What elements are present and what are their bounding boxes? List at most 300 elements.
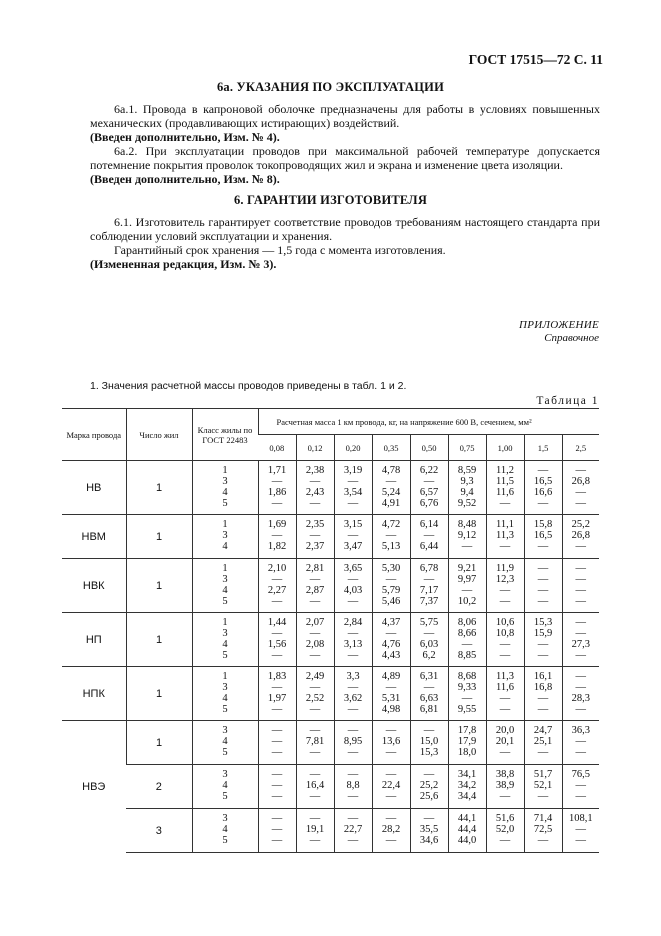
mass-cell xyxy=(562,721,599,765)
mass-value: 3,15 xyxy=(343,519,363,530)
mass-value: — xyxy=(537,498,549,509)
section-warranty-body xyxy=(90,215,600,271)
mass-value: 2,35 xyxy=(305,519,325,530)
mass-cell xyxy=(486,667,524,721)
wire-mark: НВМ xyxy=(62,515,126,559)
conductor-classes xyxy=(192,667,258,721)
mass-value: — xyxy=(537,650,549,661)
header-section-6: 1,00 xyxy=(486,435,524,461)
mass-cell xyxy=(410,461,448,515)
mass-value: — xyxy=(271,530,283,541)
clause-6-1-note: (Измененная редакция, Изм. № 3). xyxy=(90,257,277,271)
mass-value: 11,3 xyxy=(496,671,514,682)
mass-cell xyxy=(372,515,410,559)
mass-value: — xyxy=(347,574,359,585)
mass-value: 44,4 xyxy=(457,824,477,835)
mass-value: 11,6 xyxy=(496,487,514,498)
mass-value: 38,8 xyxy=(495,769,515,780)
mass-value: — xyxy=(499,693,511,704)
mass-value: 1,86 xyxy=(267,487,287,498)
mass-cell xyxy=(334,765,372,809)
mass-value: — xyxy=(499,498,511,509)
mass-value: 8,85 xyxy=(457,650,477,661)
mass-value: 2,37 xyxy=(305,541,325,552)
mass-value: 22,7 xyxy=(343,824,363,835)
section-title-warranty: 6. ГАРАНТИИ ИЗГОТОВИТЕЛЯ xyxy=(233,193,428,207)
class-value: 5 xyxy=(222,835,228,846)
mass-value: 2,38 xyxy=(305,465,325,476)
header-section-3: 0,35 xyxy=(372,435,410,461)
mass-value: 18,0 xyxy=(457,747,477,758)
mass-value: — xyxy=(575,574,587,585)
mass-value: — xyxy=(347,498,359,509)
mass-value: — xyxy=(423,725,435,736)
mass-value: 2,07 xyxy=(305,617,325,628)
mass-value: 3,62 xyxy=(343,693,363,704)
mass-value: 8,66 xyxy=(457,628,477,639)
table-intro: 1. Значения расчетной массы проводов приведены в табл. 1 и 2. xyxy=(90,380,407,392)
mass-value: — xyxy=(271,498,283,509)
mass-value: 6,78 xyxy=(419,563,439,574)
class-value: 3 xyxy=(222,725,228,736)
mass-value: — xyxy=(537,563,549,574)
mass-cell xyxy=(296,559,334,613)
mass-cell xyxy=(448,515,486,559)
class-value: 5 xyxy=(222,747,228,758)
class-value: 3 xyxy=(222,574,228,585)
mass-value: 15,9 xyxy=(533,628,553,639)
mass-value: — xyxy=(537,541,549,552)
mass-value: 10,2 xyxy=(457,596,477,607)
mass-value: — xyxy=(309,574,321,585)
clause-6-1-storage: Гарантийный срок хранения — 1,5 года с момента изготовления. xyxy=(114,243,446,257)
mass-value: — xyxy=(271,824,283,835)
mass-value: — xyxy=(309,835,321,846)
header-cores: Число жил xyxy=(126,409,192,461)
mass-value: 9,12 xyxy=(457,530,477,541)
mass-value: — xyxy=(499,541,511,552)
mass-cell xyxy=(524,559,562,613)
mass-cell xyxy=(296,809,334,853)
mass-value: — xyxy=(537,465,549,476)
mass-value: 4,03 xyxy=(343,585,363,596)
mass-cell xyxy=(258,765,296,809)
mass-value: 6,57 xyxy=(419,487,439,498)
appendix-heading xyxy=(519,319,599,345)
mass-value: 2,10 xyxy=(267,563,287,574)
core-count: 2 xyxy=(126,765,192,809)
mass-value: — xyxy=(347,628,359,639)
mass-value: — xyxy=(499,585,511,596)
mass-value: 4,78 xyxy=(381,465,401,476)
core-count: 1 xyxy=(126,667,192,721)
mass-value: — xyxy=(575,617,587,628)
mass-value: — xyxy=(347,747,359,758)
mass-value: 5,75 xyxy=(419,617,439,628)
class-value: 1 xyxy=(222,617,228,628)
mass-value: — xyxy=(499,639,511,650)
mass-cell xyxy=(334,559,372,613)
mass-value: 6,2 xyxy=(422,650,436,661)
mass-value: 2,87 xyxy=(305,585,325,596)
mass-cell xyxy=(410,613,448,667)
mass-value: 7,37 xyxy=(419,596,439,607)
class-value: 1 xyxy=(222,465,228,476)
mass-value: 8,59 xyxy=(457,465,477,476)
mass-value: — xyxy=(575,487,587,498)
mass-value: 1,56 xyxy=(267,639,287,650)
mass-value: — xyxy=(461,541,473,552)
class-value: 4 xyxy=(222,639,228,650)
mass-value: 9,3 xyxy=(460,476,474,487)
mass-value: — xyxy=(423,813,435,824)
mass-value: 3,3 xyxy=(346,671,360,682)
mass-cell xyxy=(296,765,334,809)
mass-value: 11,5 xyxy=(496,476,514,487)
mass-value: 3,65 xyxy=(343,563,363,574)
mass-cell xyxy=(296,721,334,765)
mass-cell xyxy=(486,721,524,765)
mass-value: — xyxy=(309,476,321,487)
mass-value: — xyxy=(347,813,359,824)
mass-cell xyxy=(372,613,410,667)
mass-value: — xyxy=(385,813,397,824)
mass-value: 9,52 xyxy=(457,498,477,509)
mass-cell xyxy=(372,559,410,613)
mass-value: 9,21 xyxy=(457,563,477,574)
mass-value: 28,2 xyxy=(381,824,401,835)
table-row xyxy=(62,461,599,515)
mass-value: — xyxy=(271,813,283,824)
mass-value: 5,24 xyxy=(381,487,401,498)
mass-value: 7,17 xyxy=(419,585,439,596)
mass-value: 44,0 xyxy=(457,835,477,846)
core-count: 1 xyxy=(126,613,192,667)
mass-value: 5,13 xyxy=(381,541,401,552)
mass-value: — xyxy=(537,835,549,846)
mass-value: — xyxy=(423,769,435,780)
mass-value: 36,3 xyxy=(571,725,590,736)
class-value: 1 xyxy=(222,671,228,682)
mass-value: 20,0 xyxy=(495,725,515,736)
mass-value: 34,4 xyxy=(457,791,477,802)
mass-value: 15,3 xyxy=(419,747,439,758)
mass-value: — xyxy=(575,541,587,552)
mass-value: 28,3 xyxy=(571,693,590,704)
mass-value: 6,63 xyxy=(419,693,439,704)
mass-value: — xyxy=(499,791,511,802)
mass-cell xyxy=(486,613,524,667)
mass-value: — xyxy=(271,769,283,780)
section-title-operation: 6а. УКАЗАНИЯ ПО ЭКСПЛУАТАЦИИ xyxy=(216,80,445,94)
mass-table xyxy=(62,408,599,853)
class-value: 5 xyxy=(222,704,228,715)
appendix-subtitle: Справочное xyxy=(544,332,599,344)
mass-value: 10,6 xyxy=(495,617,515,628)
mass-value: 34,1 xyxy=(457,769,477,780)
mass-value: — xyxy=(347,682,359,693)
mass-value: — xyxy=(423,682,435,693)
mass-value: — xyxy=(575,835,587,846)
mass-value: 24,7 xyxy=(533,725,553,736)
mass-value: 19,1 xyxy=(305,824,325,835)
mass-value: 11,9 xyxy=(496,563,514,574)
mass-value: — xyxy=(347,725,359,736)
mass-value: — xyxy=(537,693,549,704)
mass-value: 51,7 xyxy=(533,769,553,780)
mass-value: 16,5 xyxy=(533,530,553,541)
mass-value: — xyxy=(271,650,283,661)
mass-value: — xyxy=(309,769,321,780)
mass-value: 2,08 xyxy=(305,639,325,650)
mass-value: — xyxy=(309,596,321,607)
mass-value: — xyxy=(575,824,587,835)
conductor-classes xyxy=(192,559,258,613)
mass-value: 52,1 xyxy=(533,780,553,791)
mass-value: — xyxy=(309,682,321,693)
mass-cell xyxy=(486,809,524,853)
mass-cell xyxy=(410,721,448,765)
mass-cell xyxy=(562,765,599,809)
mass-value: 76,5 xyxy=(571,769,590,780)
mass-value: — xyxy=(347,530,359,541)
mass-value: — xyxy=(309,725,321,736)
mass-value: 6,44 xyxy=(419,541,439,552)
header-section-7: 1,5 xyxy=(524,435,562,461)
mass-cell xyxy=(258,559,296,613)
mass-cell xyxy=(524,667,562,721)
class-value: 5 xyxy=(222,791,228,802)
mass-cell xyxy=(524,515,562,559)
mass-value: 11,6 xyxy=(496,682,514,693)
mass-value: — xyxy=(499,704,511,715)
mass-cell xyxy=(334,809,372,853)
header-mass: Расчетная масса 1 км провода, кг, на напряжение 600 В, сечением, мм² xyxy=(258,409,599,435)
mass-value: — xyxy=(575,780,587,791)
header-section-2: 0,20 xyxy=(334,435,372,461)
table-row xyxy=(62,809,599,853)
mass-cell xyxy=(258,613,296,667)
header-section-5: 0,75 xyxy=(448,435,486,461)
mass-value: — xyxy=(309,530,321,541)
mass-value: 34,2 xyxy=(457,780,477,791)
conductor-classes xyxy=(192,515,258,559)
mass-cell xyxy=(372,809,410,853)
mass-value: 4,37 xyxy=(381,617,401,628)
mass-value: — xyxy=(423,476,435,487)
mass-cell xyxy=(562,613,599,667)
mass-value: 11,1 xyxy=(496,519,514,530)
class-value: 5 xyxy=(222,596,228,607)
mass-cell xyxy=(296,515,334,559)
mass-cell xyxy=(410,667,448,721)
mass-value: 3,13 xyxy=(343,639,363,650)
mass-value: — xyxy=(347,791,359,802)
header-mark: Марка провода xyxy=(62,409,126,461)
mass-value: 17,8 xyxy=(457,725,477,736)
conductor-classes xyxy=(192,461,258,515)
table-row xyxy=(62,613,599,667)
class-value: 1 xyxy=(222,519,228,530)
mass-value: — xyxy=(271,791,283,802)
mass-value: — xyxy=(423,530,435,541)
mass-value: — xyxy=(347,704,359,715)
mass-value: — xyxy=(575,585,587,596)
mass-value: — xyxy=(537,747,549,758)
mass-value: 4,98 xyxy=(381,704,401,715)
mass-value: — xyxy=(309,650,321,661)
mass-value: — xyxy=(575,650,587,661)
mass-value: 2,52 xyxy=(305,693,325,704)
mass-cell xyxy=(524,765,562,809)
class-value: 3 xyxy=(222,769,228,780)
mass-value: 25,1 xyxy=(533,736,553,747)
clause-6a2-note: (Введен дополнительно, Изм. № 8). xyxy=(90,172,280,186)
mass-value: — xyxy=(271,628,283,639)
mass-cell xyxy=(448,461,486,515)
mass-cell xyxy=(448,809,486,853)
mass-value: 6,03 xyxy=(419,639,439,650)
mass-value: — xyxy=(537,791,549,802)
mass-value: 4,76 xyxy=(381,639,401,650)
mass-value: 1,83 xyxy=(267,671,287,682)
core-count: 1 xyxy=(126,515,192,559)
mass-value: — xyxy=(575,498,587,509)
mass-value: — xyxy=(347,835,359,846)
class-value: 3 xyxy=(222,813,228,824)
mass-value: — xyxy=(575,791,587,802)
mass-value: 3,54 xyxy=(343,487,363,498)
mass-value: 9,55 xyxy=(457,704,477,715)
mass-value: — xyxy=(461,585,473,596)
mass-value: 25,2 xyxy=(571,519,590,530)
table-row xyxy=(62,667,599,721)
mass-value: — xyxy=(271,596,283,607)
mass-cell xyxy=(334,613,372,667)
mass-value: — xyxy=(385,791,397,802)
wire-mark: НП xyxy=(62,613,126,667)
mass-value: 6,76 xyxy=(419,498,439,509)
mass-value: 6,31 xyxy=(419,671,439,682)
mass-value: 2,49 xyxy=(305,671,325,682)
mass-value: 15,3 xyxy=(533,617,553,628)
mass-value: 10,8 xyxy=(495,628,515,639)
mass-value: — xyxy=(347,650,359,661)
mass-value: — xyxy=(461,693,473,704)
mass-cell xyxy=(448,765,486,809)
mass-value: — xyxy=(575,563,587,574)
class-value: 4 xyxy=(222,693,228,704)
mass-cell xyxy=(334,667,372,721)
mass-cell xyxy=(524,613,562,667)
mass-value: 6,22 xyxy=(419,465,439,476)
table-row xyxy=(62,515,599,559)
mass-value: — xyxy=(385,835,397,846)
class-value: 5 xyxy=(222,650,228,661)
mass-cell xyxy=(562,667,599,721)
mass-value: 1,44 xyxy=(267,617,287,628)
page-header: ГОСТ 17515—72 С. 11 xyxy=(468,52,603,67)
mass-value: 35,5 xyxy=(419,824,439,835)
conductor-classes xyxy=(192,809,258,853)
mass-value: 26,8 xyxy=(571,530,590,541)
mass-value: 13,6 xyxy=(381,736,401,747)
mass-cell xyxy=(486,765,524,809)
mass-value: — xyxy=(385,682,397,693)
mass-value: 11,2 xyxy=(496,465,514,476)
core-count: 1 xyxy=(126,721,192,765)
mass-value: 15,8 xyxy=(533,519,553,530)
class-value: 4 xyxy=(222,585,228,596)
mass-value: — xyxy=(461,639,473,650)
mass-value: — xyxy=(271,682,283,693)
mass-value: 9,97 xyxy=(457,574,477,585)
mass-value: — xyxy=(309,791,321,802)
mass-value: — xyxy=(537,585,549,596)
mass-value: 8,48 xyxy=(457,519,477,530)
mass-cell xyxy=(258,809,296,853)
mass-value: 44,1 xyxy=(457,813,477,824)
mass-value: — xyxy=(575,671,587,682)
mass-value: — xyxy=(385,530,397,541)
mass-value: 3,47 xyxy=(343,541,363,552)
mass-value: 2,43 xyxy=(305,487,325,498)
mass-value: 8,8 xyxy=(346,780,360,791)
mass-value: 25,6 xyxy=(419,791,439,802)
mass-value: — xyxy=(575,682,587,693)
mass-value: 51,6 xyxy=(495,813,515,824)
mass-cell xyxy=(258,461,296,515)
clause-6-1: 6.1. Изготовитель гарантирует соответствие проводов требованиям настоящего стандарта при соблюдении условий эксплуатации и хранения. xyxy=(90,215,600,243)
table-label: Таблица 1 xyxy=(536,395,599,407)
class-value: 3 xyxy=(222,682,228,693)
mass-cell xyxy=(448,721,486,765)
mass-value: — xyxy=(271,747,283,758)
mass-value: — xyxy=(537,596,549,607)
mass-value: — xyxy=(347,476,359,487)
mass-value: — xyxy=(537,574,549,585)
table-row xyxy=(62,559,599,613)
mass-cell xyxy=(448,613,486,667)
mass-value: — xyxy=(309,704,321,715)
mass-cell xyxy=(448,559,486,613)
mass-value: 38,9 xyxy=(495,780,515,791)
mass-value: 22,4 xyxy=(381,780,401,791)
wire-mark: НВК xyxy=(62,559,126,613)
class-value: 4 xyxy=(222,487,228,498)
mass-cell xyxy=(372,721,410,765)
mass-value: — xyxy=(385,476,397,487)
table-row xyxy=(62,765,599,809)
header-class: Класс жилы по ГОСТ 22483 xyxy=(192,409,258,461)
class-value: 4 xyxy=(222,780,228,791)
mass-value: 16,6 xyxy=(533,487,553,498)
mass-value: — xyxy=(309,813,321,824)
mass-value: 16,5 xyxy=(533,476,553,487)
mass-value: 52,0 xyxy=(495,824,515,835)
mass-value: 2,81 xyxy=(305,563,325,574)
mass-cell xyxy=(410,809,448,853)
mass-value: 8,06 xyxy=(457,617,477,628)
clause-6a2: 6а.2. При эксплуатации проводов при максимальной рабочей температуре допускается потемнение покрытия проволок токопроводящих жил и экрана и изменение цвета изоляции. xyxy=(90,144,600,172)
mass-value: 11,3 xyxy=(496,530,514,541)
mass-value: — xyxy=(499,747,511,758)
class-value: 4 xyxy=(222,824,228,835)
mass-cell xyxy=(524,721,562,765)
mass-value: 34,6 xyxy=(419,835,439,846)
mass-value: — xyxy=(271,704,283,715)
mass-value: 1,97 xyxy=(267,693,287,704)
